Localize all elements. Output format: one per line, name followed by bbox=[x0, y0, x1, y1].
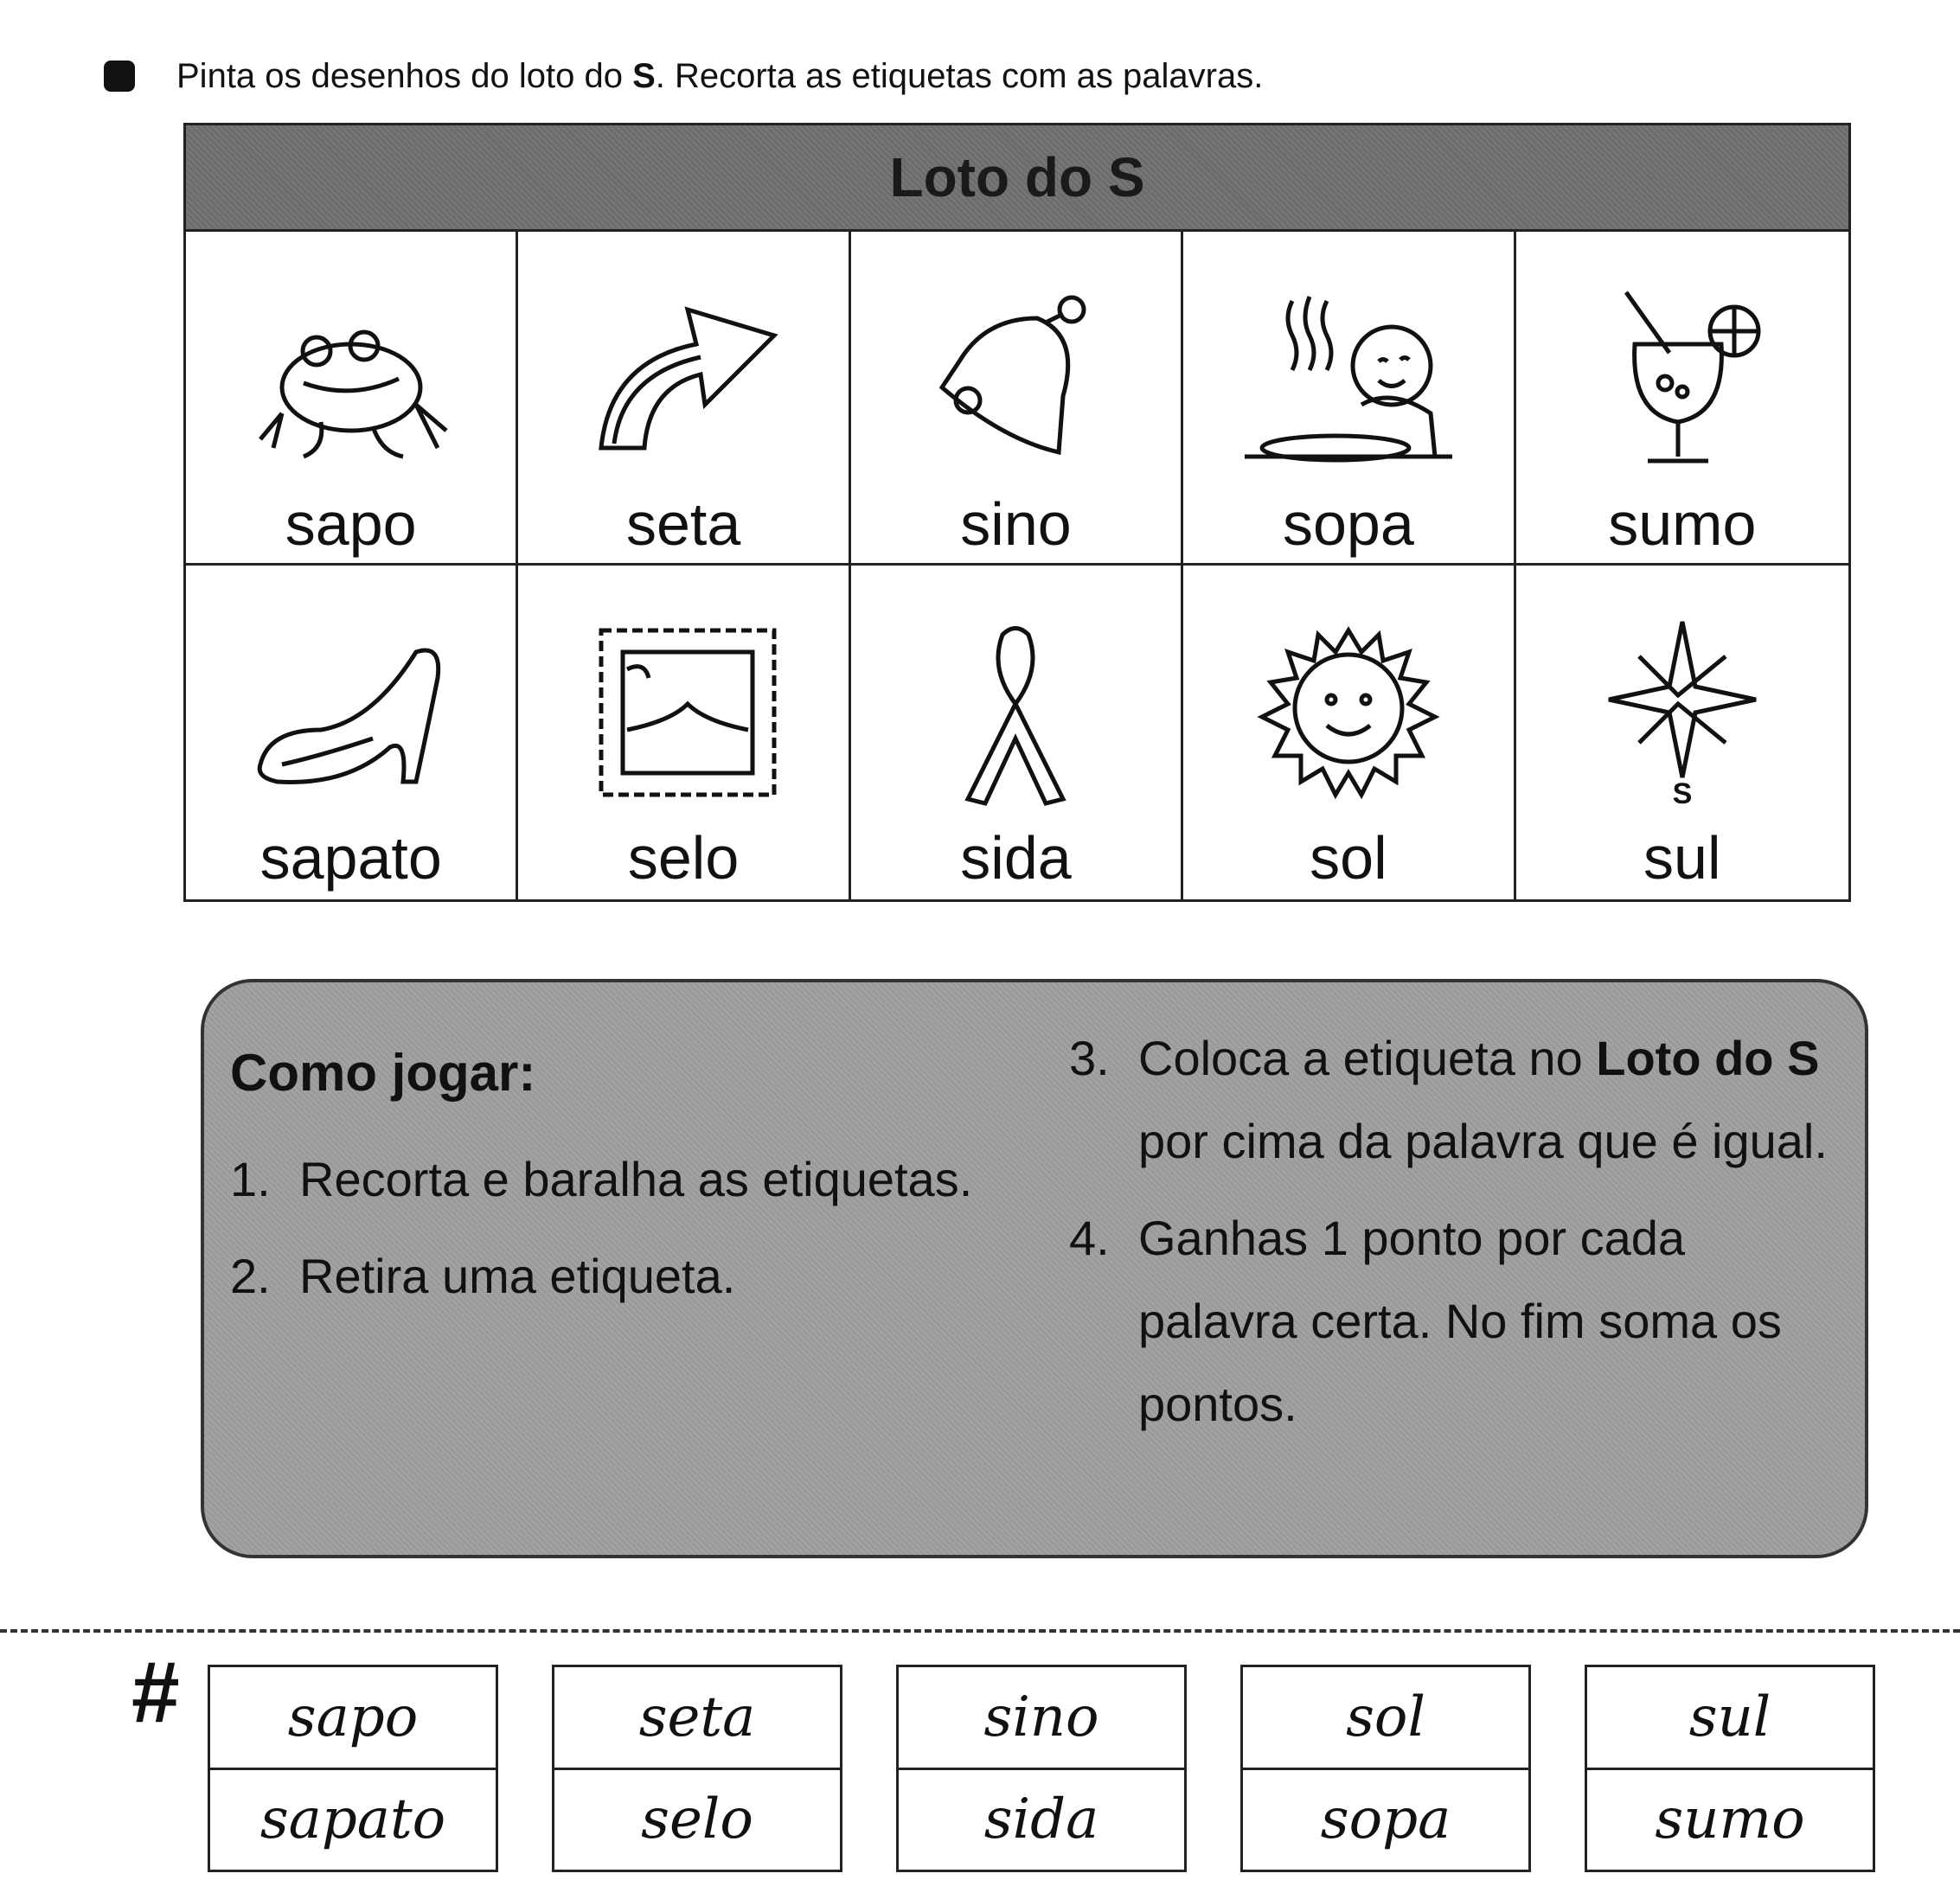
loto-word: sida bbox=[960, 824, 1072, 892]
cut-symbol: # bbox=[131, 1644, 180, 1741]
loto-word: sapato bbox=[259, 824, 442, 892]
loto-cell-sida bbox=[851, 566, 1183, 899]
juice-icon bbox=[1574, 284, 1790, 474]
loto-grid bbox=[183, 232, 1851, 902]
loto-word: sino bbox=[960, 490, 1072, 558]
soup-icon bbox=[1240, 284, 1457, 474]
loto-title: Loto do S bbox=[183, 123, 1851, 232]
label-word: sino bbox=[899, 1667, 1184, 1770]
label-word: seta bbox=[554, 1667, 840, 1770]
compass-letter: S bbox=[1672, 777, 1693, 808]
loto-cell-sol bbox=[1183, 566, 1515, 899]
instruction-text: Pinta os desenhos do loto do S. Recorta as etiquetas com as palavras. bbox=[176, 56, 1264, 95]
step-item: 2. Retira uma etiqueta. bbox=[230, 1249, 736, 1303]
compass-icon bbox=[1574, 617, 1790, 808]
loto-board bbox=[183, 123, 1851, 899]
loto-word: sul bbox=[1643, 824, 1721, 892]
instruction bbox=[104, 50, 1747, 102]
step-item: 1. Recorta e baralha as etiquetas. bbox=[230, 1152, 973, 1206]
label-word: selo bbox=[641, 1787, 753, 1852]
bullet-icon bbox=[104, 61, 135, 92]
steps-right bbox=[1069, 1017, 1848, 1460]
how-to-play-box bbox=[201, 979, 1868, 1558]
loto-cell-sapato bbox=[186, 566, 518, 899]
loto-cell-seta bbox=[518, 232, 850, 566]
label-card[interactable] bbox=[1240, 1665, 1531, 1872]
frog-icon bbox=[243, 284, 459, 474]
label-card[interactable] bbox=[208, 1665, 498, 1872]
label-card[interactable] bbox=[1585, 1665, 1875, 1872]
label-word: sol bbox=[1243, 1667, 1528, 1770]
step-item: 4. Ganhas 1 ponto por cada palavra certa. No fim soma os pontos. bbox=[1069, 1211, 1782, 1431]
arrow-icon bbox=[575, 284, 791, 474]
loto-word: selo bbox=[627, 824, 740, 892]
bell-icon bbox=[907, 284, 1124, 474]
label-word: sopa bbox=[1320, 1787, 1451, 1852]
label-word: sida bbox=[983, 1787, 1099, 1852]
loto-cell-sumo bbox=[1516, 232, 1848, 566]
shoe-icon bbox=[243, 617, 459, 808]
ribbon-icon bbox=[907, 617, 1124, 808]
loto-cell-sapo bbox=[186, 232, 518, 566]
label-word: sul bbox=[1587, 1667, 1873, 1770]
how-to-play-title: Como jogar: bbox=[230, 1044, 536, 1102]
loto-word: sumo bbox=[1608, 490, 1757, 558]
cut-line bbox=[0, 1629, 1960, 1633]
loto-word: sol bbox=[1310, 824, 1387, 892]
loto-cell-sopa bbox=[1183, 232, 1515, 566]
stamp-icon bbox=[575, 617, 791, 808]
label-card[interactable] bbox=[552, 1665, 842, 1872]
label-word: sapato bbox=[259, 1787, 446, 1852]
label-word: sumo bbox=[1655, 1787, 1805, 1852]
loto-cell-sino bbox=[851, 232, 1183, 566]
sun-icon bbox=[1240, 617, 1457, 808]
loto-cell-selo bbox=[518, 566, 850, 899]
loto-word: sapo bbox=[285, 490, 417, 558]
instruction-letter: S bbox=[632, 56, 656, 95]
word-labels bbox=[208, 1665, 1877, 1881]
steps-left bbox=[230, 1138, 1009, 1332]
label-card[interactable] bbox=[896, 1665, 1187, 1872]
label-word: sapo bbox=[210, 1667, 496, 1770]
loto-word: seta bbox=[625, 490, 741, 558]
loto-cell-sul bbox=[1516, 566, 1848, 899]
loto-word: sopa bbox=[1282, 490, 1414, 558]
step-item: 3. Coloca a etiqueta no Loto do S por cima da palavra que é igual. bbox=[1069, 1031, 1828, 1168]
